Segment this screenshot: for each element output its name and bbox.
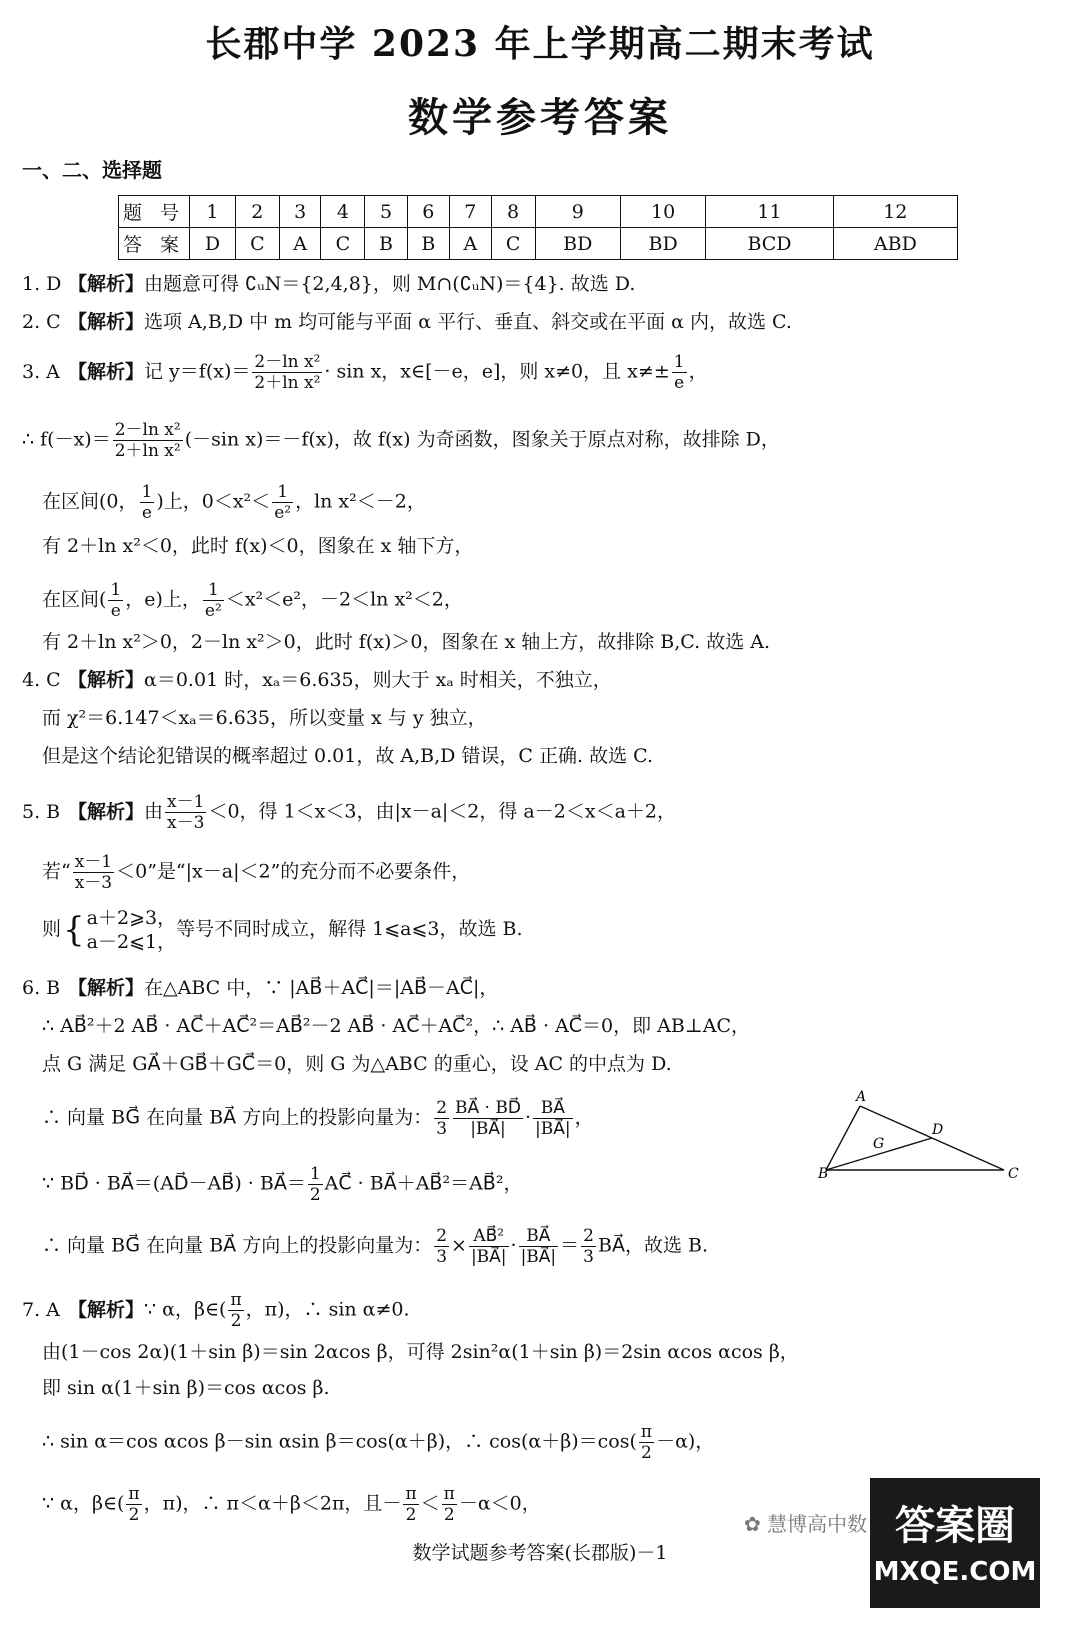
denominator: 3 <box>583 1247 594 1267</box>
denominator: x－3 <box>74 873 113 893</box>
analysis-tag: 【解析】 <box>68 311 145 333</box>
denominator: 3 <box>436 1247 448 1267</box>
solution-text: 在△ABC 中，∵ |AB⃗＋AC⃗|＝|AB⃗－AC⃗|， <box>144 977 499 999</box>
fraction <box>73 852 114 893</box>
math-text: ， <box>688 360 708 383</box>
table-cell: 10 <box>620 196 705 228</box>
math-text: ， <box>574 1106 594 1129</box>
table-cell: C <box>235 228 279 260</box>
table-cell: 4 <box>321 196 365 228</box>
solution-line <box>22 420 780 461</box>
solution-line: ∴ AB⃗²＋2 AB⃗ · AC⃗＋AC⃗²＝AB⃗²－2 AB⃗ · AC⃗＋AC⃗²，∴ AB⃗ · AC⃗＝0，即 AB⊥AC， <box>42 1015 750 1037</box>
denominator: |BA⃗| <box>520 1247 557 1267</box>
solution-text: 由题意可得 ∁ᵤN＝{2,4,8}，则 M∩(∁ᵤN)＝{4}. 故选 D. <box>144 273 636 295</box>
fraction <box>140 482 155 523</box>
fraction <box>126 1484 141 1525</box>
math-text: ，e)上， <box>125 588 201 611</box>
numerator: 1 <box>203 580 224 601</box>
table-cell: B <box>407 228 449 260</box>
math-text: 等号不同时成立，解得 1⩽a⩽3，故选 B. <box>176 918 523 940</box>
logo-top-text: 答案圈 <box>895 1503 1015 1549</box>
fraction <box>434 1226 449 1267</box>
table-cell: 11 <box>706 196 833 228</box>
solution-text: 选项 A,B,D 中 m 均可能与平面 α 平行、垂直、斜交或在平面 α 内，故选 C. <box>144 311 792 333</box>
numerator: π <box>405 1484 417 1504</box>
math-text: · sin x，x∈[－e，e]，则 x≠0，且 x≠± <box>324 360 670 383</box>
numerator: 2－ln x² <box>114 420 181 440</box>
fraction <box>581 1226 596 1267</box>
denominator: 2＋ln x² <box>114 441 181 461</box>
solution-line <box>42 580 463 621</box>
solution-line-q4 <box>22 668 612 692</box>
fraction <box>639 1422 654 1463</box>
brace: { <box>63 910 85 950</box>
table-cell: BCD <box>706 228 833 260</box>
table-cell: 9 <box>535 196 620 228</box>
math-text: ∴ 向量 BG⃗ 在向量 BA⃗ 方向上的投影向量为： <box>42 1234 433 1257</box>
solution-line: 由(1－cos 2α)(1＋sin β)＝sin 2αcos β，可得 2sin²α(1＋sin β)＝2sin αcos αcos β， <box>42 1341 799 1363</box>
fraction <box>165 792 206 833</box>
numerator: 2－ln x² <box>254 352 321 372</box>
math-text: AC⃗ · BA⃗＋AB⃗²＝AB⃗²， <box>324 1172 523 1195</box>
numerator: 1 <box>110 580 122 600</box>
denominator: 2 <box>405 1505 417 1525</box>
label-a: A <box>856 1089 867 1105</box>
numerator: BA⃗ <box>519 1226 559 1247</box>
fraction <box>434 1098 449 1139</box>
solution-line <box>42 1484 541 1525</box>
numerator: 1 <box>141 482 153 502</box>
fraction <box>228 1290 243 1331</box>
row-label: 题 号 <box>119 196 190 228</box>
denominator: 2＋ln x² <box>254 373 321 393</box>
solution-line: 即 sin α(1＋sin β)＝cos αcos β. <box>42 1377 330 1399</box>
fraction <box>252 352 322 393</box>
solution-line: 点 G 满足 GA⃗＋GB⃗＋GC⃗＝0，则 G 为△ABC 的重心，设 AC 的中点为 D. <box>42 1053 672 1075</box>
denominator: x－3 <box>167 813 205 833</box>
math-text: ＜ <box>420 1492 440 1515</box>
wechat-watermark-text: 慧博高中数 <box>767 1512 868 1536</box>
question-number: 6. B <box>22 977 61 999</box>
math-text: ∴ sin α＝cos αcos β－sin αsin β＝cos(α＋β)，∴ cos(α＋β)＝cos( <box>42 1430 637 1453</box>
denominator: 3 <box>436 1119 448 1139</box>
math-text: 则 <box>42 918 62 940</box>
question-number: 3. A <box>22 360 60 383</box>
label-g: G <box>873 1136 885 1152</box>
denominator: e² <box>204 601 222 621</box>
math-text: 在区间( <box>42 588 107 611</box>
solution-line-q3 <box>22 352 708 393</box>
solution-line: 有 2＋ln x²＞0，2－ln x²＞0，此时 f(x)＞0，图象在 x 轴上方，故排除 B,C. 故选 A. <box>42 631 771 653</box>
case-top: a＋2⩾3， <box>86 907 177 929</box>
solution-line-q6 <box>22 976 498 1000</box>
math-text: ∵ α，β∈( <box>144 1298 227 1321</box>
fraction <box>469 1226 509 1267</box>
solution-line-q7 <box>22 1290 410 1331</box>
fraction <box>519 1226 559 1267</box>
analysis-tag: 【解析】 <box>68 977 145 999</box>
math-text: 在区间(0， <box>42 490 138 513</box>
table-cell: B <box>365 228 407 260</box>
solution-line <box>42 1164 522 1205</box>
question-number: 2. C <box>22 311 61 333</box>
table-cell: 7 <box>449 196 491 228</box>
denominator: 2 <box>230 1311 242 1331</box>
solution-line <box>42 1098 594 1139</box>
math-text: ，π)，∴ π＜α＋β＜2π，且－ <box>143 1492 402 1515</box>
label-b: B <box>818 1166 829 1182</box>
solution-line: 而 χ²＝6.147＜xₐ＝6.635，所以变量 x 与 y 独立， <box>42 707 487 729</box>
denominator: e <box>674 373 685 393</box>
solution-line <box>42 906 523 954</box>
math-text: )上，0＜x²＜ <box>156 490 271 513</box>
solution-line <box>42 1226 708 1267</box>
table-cell: A <box>279 228 321 260</box>
edge-ab <box>826 1106 860 1170</box>
wechat-icon: ✿ <box>744 1512 761 1536</box>
math-text: · <box>510 1234 517 1257</box>
numerator: 1 <box>272 482 293 503</box>
numerator: BA⃗ <box>533 1098 573 1119</box>
math-text: ＜0”是“|x－a|＜2”的充分而不必要条件， <box>116 860 471 883</box>
table-cell: 5 <box>365 196 407 228</box>
table-row <box>119 196 958 228</box>
math-text: × <box>451 1234 467 1257</box>
table-cell: C <box>491 228 535 260</box>
math-text: －α＜0， <box>458 1492 541 1515</box>
math-text: ＝ <box>560 1234 580 1257</box>
numerator: 2 <box>583 1226 594 1246</box>
table-cell: 12 <box>833 196 957 228</box>
fraction <box>442 1484 457 1525</box>
answer-table <box>118 195 958 260</box>
denominator: 2 <box>309 1185 321 1205</box>
denominator: |BA⃗| <box>535 1119 571 1139</box>
solution-line: 但是这个结论犯错误的概率超过 0.01，故 A,B,D 错误，C 正确. 故选 C. <box>42 745 654 767</box>
analysis-tag: 【解析】 <box>68 273 145 295</box>
numerator: π <box>128 1484 140 1504</box>
solution-line: 有 2＋ln x²＜0，此时 f(x)＜0，图象在 x 轴下方， <box>42 535 474 557</box>
analysis-tag: 【解析】 <box>68 669 145 691</box>
math-text: (－sin x)＝－f(x)，故 f(x) 为奇函数，图象关于原点对称，故排除 D， <box>184 428 780 451</box>
logo-bottom-text: MXQE.COM <box>873 1557 1037 1587</box>
numerator: x－1 <box>167 792 205 812</box>
numerator: π <box>640 1422 653 1442</box>
denominator: 2 <box>641 1443 652 1463</box>
math-text: ∵ BD⃗ · BA⃗＝(AD⃗－AB⃗) · BA⃗＝ <box>42 1172 306 1195</box>
numerator: π <box>443 1484 455 1504</box>
solution-line-q2 <box>22 310 792 334</box>
denominator: 2 <box>128 1505 140 1525</box>
section-heading: 一、二、选择题 <box>22 158 162 182</box>
fraction <box>672 352 687 393</box>
denominator: |BA⃗| <box>470 1247 507 1267</box>
analysis-tag: 【解析】 <box>68 800 145 823</box>
row-label: 答 案 <box>119 228 190 260</box>
math-text: ，ln x²＜－2， <box>295 490 426 513</box>
triangle-figure <box>820 1088 1040 1188</box>
table-cell: A <box>449 228 491 260</box>
table-cell: C <box>321 228 365 260</box>
label-d: D <box>932 1122 944 1138</box>
fraction <box>533 1098 573 1139</box>
numerator: BA⃗ · BD⃗ <box>455 1098 521 1118</box>
solution-line <box>42 852 470 893</box>
math-text: BA⃗，故选 B. <box>598 1234 709 1257</box>
fraction <box>453 1098 523 1139</box>
page-subtitle: 数学参考答案 <box>408 95 672 141</box>
table-cell: 6 <box>407 196 449 228</box>
denominator: |BA⃗| <box>470 1119 506 1139</box>
solution-text: α＝0.01 时，xₐ＝6.635，则大于 xₐ 时相关，不独立， <box>144 669 612 691</box>
case-system <box>87 906 176 954</box>
denominator: e² <box>274 503 292 523</box>
numerator: x－1 <box>74 852 113 872</box>
math-text: ∵ α，β∈( <box>42 1492 125 1515</box>
question-number: 5. B <box>22 800 61 823</box>
fraction <box>113 420 183 461</box>
page-title: 长郡中学 2023 年上学期高二期末考试 <box>205 23 875 65</box>
table-cell: 2 <box>235 196 279 228</box>
table-row <box>119 228 958 260</box>
case-bottom: a－2⩽1， <box>86 931 177 953</box>
math-text: －α)， <box>656 1430 715 1453</box>
math-text: ，π)，∴ sin α≠0. <box>245 1298 410 1321</box>
fraction <box>108 580 123 621</box>
table-cell: D <box>190 228 236 260</box>
numerator: 1 <box>309 1164 321 1184</box>
numerator: π <box>230 1290 242 1310</box>
math-text: ∴ f(－x)＝ <box>22 428 111 451</box>
numerator: 1 <box>673 352 685 372</box>
numerator: 2 <box>436 1098 448 1118</box>
fraction <box>203 580 224 621</box>
question-number: 4. C <box>22 669 61 691</box>
analysis-tag: 【解析】 <box>68 360 145 383</box>
denominator: e <box>141 503 152 523</box>
solution-line-q5 <box>22 792 676 833</box>
question-number: 1. D <box>22 273 62 295</box>
math-text: ∴ 向量 BG⃗ 在向量 BA⃗ 方向上的投影向量为： <box>42 1106 433 1129</box>
math-text: 由 <box>144 800 164 823</box>
table-cell: BD <box>620 228 705 260</box>
wechat-watermark <box>744 1508 867 1537</box>
math-text: · <box>524 1106 531 1129</box>
table-cell: 8 <box>491 196 535 228</box>
denominator: 2 <box>443 1505 455 1525</box>
table-cell: 3 <box>279 196 321 228</box>
math-text: ＜0，得 1＜x＜3，由|x－a|＜2，得 a－2＜x＜a＋2， <box>208 800 676 823</box>
label-c: C <box>1008 1166 1019 1182</box>
solution-line <box>42 1422 714 1463</box>
solution-line <box>42 482 426 523</box>
question-number: 7. A <box>22 1298 60 1321</box>
math-text: 若“ <box>42 860 71 883</box>
table-cell: ABD <box>833 228 957 260</box>
table-cell: 1 <box>190 196 236 228</box>
numerator: 2 <box>436 1226 448 1246</box>
fraction <box>308 1164 323 1205</box>
table-cell: BD <box>535 228 620 260</box>
fraction <box>272 482 293 523</box>
denominator: e <box>110 601 121 621</box>
analysis-tag: 【解析】 <box>68 1298 145 1321</box>
numerator: AB⃗² <box>469 1226 509 1247</box>
fraction <box>403 1484 418 1525</box>
math-text: 记 y＝f(x)＝ <box>144 360 251 383</box>
math-text: ＜x²＜e²，－2＜ln x²＜2， <box>225 588 463 611</box>
page-footer: 数学试题参考答案(长郡版)－1 <box>412 1542 668 1564</box>
solution-line-q1 <box>22 272 635 296</box>
